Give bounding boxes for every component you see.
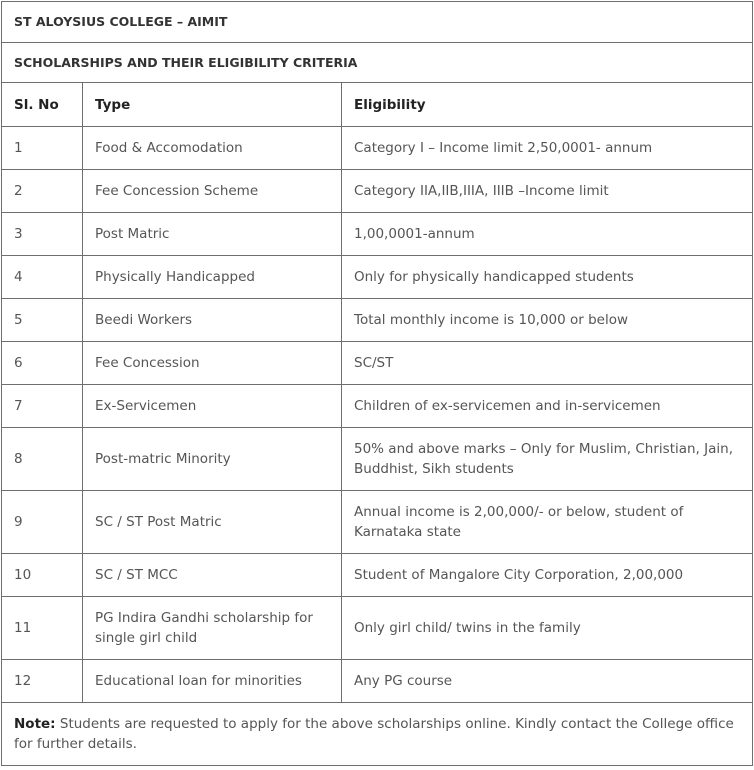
eligibility-criteria: Category I – Income limit 2,50,0001- annum [342, 127, 753, 170]
title-row [2, 2, 753, 43]
table-row [2, 299, 753, 342]
scholarship-type: Ex-Servicemen [83, 385, 342, 428]
scholarship-type: Educational loan for minorities [83, 660, 342, 703]
row-number: 11 [2, 597, 83, 660]
row-number: 8 [2, 428, 83, 491]
note-label: Note: [14, 716, 56, 732]
scholarship-type: Post-matric Minority [83, 428, 342, 491]
eligibility-criteria: Any PG course [342, 660, 753, 703]
eligibility-criteria: SC/ST [342, 342, 753, 385]
eligibility-criteria: Student of Mangalore City Corporation, 2,00,000 [342, 554, 753, 597]
row-number: 7 [2, 385, 83, 428]
row-number: 5 [2, 299, 83, 342]
eligibility-criteria: 1,00,0001-annum [342, 213, 753, 256]
note-row [2, 703, 753, 766]
table-row [2, 597, 753, 660]
subtitle-row [2, 43, 753, 83]
eligibility-criteria: Children of ex-servicemen and in-servicemen [342, 385, 753, 428]
eligibility-criteria: Category IIA,IIB,IIIA, IIIB –Income limit [342, 170, 753, 213]
row-number: 1 [2, 127, 83, 170]
row-number: 2 [2, 170, 83, 213]
scholarship-type: Post Matric [83, 213, 342, 256]
table-subtitle: SCHOLARSHIPS AND THEIR ELIGIBILITY CRITERIA [2, 43, 753, 83]
scholarship-type: Physically Handicapped [83, 256, 342, 299]
column-header-eligibility: Eligibility [342, 83, 753, 127]
eligibility-criteria: Annual income is 2,00,000/- or below, student of Karnataka state [342, 491, 753, 554]
scholarship-table [1, 1, 753, 766]
table-row [2, 428, 753, 491]
scholarship-type: Beedi Workers [83, 299, 342, 342]
college-title: ST ALOYSIUS COLLEGE – AIMIT [2, 2, 753, 43]
table-row [2, 554, 753, 597]
note-text: Students are requested to apply for the above scholarships online. Kindly contact the College office for further details. [14, 716, 734, 752]
row-number: 4 [2, 256, 83, 299]
scholarship-type: Food & Accomodation [83, 127, 342, 170]
table-row [2, 256, 753, 299]
table-row [2, 491, 753, 554]
scholarship-type: Fee Concession [83, 342, 342, 385]
eligibility-criteria: Total monthly income is 10,000 or below [342, 299, 753, 342]
scholarship-type: Fee Concession Scheme [83, 170, 342, 213]
column-header-slno: Sl. No [2, 83, 83, 127]
column-header-type: Type [83, 83, 342, 127]
table-row [2, 127, 753, 170]
table-row [2, 342, 753, 385]
scholarship-type: PG Indira Gandhi scholarship for single girl child [83, 597, 342, 660]
row-number: 9 [2, 491, 83, 554]
eligibility-criteria: 50% and above marks – Only for Muslim, Christian, Jain, Buddhist, Sikh students [342, 428, 753, 491]
table-row [2, 213, 753, 256]
note-cell [2, 703, 753, 766]
scholarship-type: SC / ST MCC [83, 554, 342, 597]
row-number: 6 [2, 342, 83, 385]
table-row [2, 660, 753, 703]
row-number: 12 [2, 660, 83, 703]
eligibility-criteria: Only for physically handicapped students [342, 256, 753, 299]
row-number: 10 [2, 554, 83, 597]
row-number: 3 [2, 213, 83, 256]
scholarship-type: SC / ST Post Matric [83, 491, 342, 554]
table-row [2, 385, 753, 428]
table-row [2, 170, 753, 213]
column-header-row [2, 83, 753, 127]
eligibility-criteria: Only girl child/ twins in the family [342, 597, 753, 660]
